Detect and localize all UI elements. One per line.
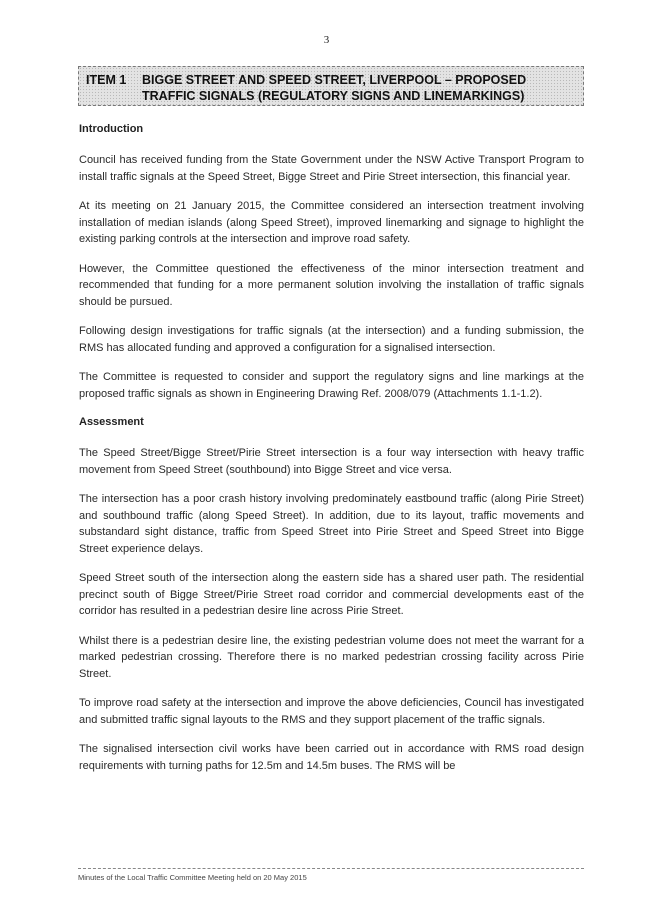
assessment-paragraph: Speed Street south of the intersection along the eastern side has a shared user path. The residential precinct south of Bigge Street/Pirie Street road corridor and commercial developments east of the corridor has resulted in a pedestrian desire line across Pirie Street. (79, 572, 584, 617)
item-title-line-1: BIGGE STREET AND SPEED STREET, LIVERPOOL – PROPOSED (142, 73, 527, 87)
page-number: 3 (323, 34, 330, 46)
intro-paragraph: Following design investigations for traffic signals (at the intersection) and a funding submission, the RMS has allocated funding and approved a configuration for a signalised intersection. (79, 325, 584, 354)
intro-paragraph: At its meeting on 21 January 2015, the Committee considered an intersection treatment involving installation of median islands (along Speed Street), improved linemarking and signage to highlight the existing parking controls at the intersection and improve road safety. (79, 200, 584, 245)
item-header-box (78, 66, 584, 106)
intro-paragraph: However, the Committee questioned the effectiveness of the minor intersection treatment and recommended that funding for a more permanent solution involving the installation of traffic signals should be pursued. (79, 262, 584, 308)
intro-paragraph: The Committee is requested to consider and support the regulatory signs and line markings at the proposed traffic signals as shown in Engineering Drawing Ref. 2008/079 (Attachments 1.1-1.2). (79, 371, 584, 400)
section-heading-assessment: Assessment (79, 416, 144, 428)
footer-text: Minutes of the Local Traffic Committee Meeting held on 20 May 2015 (78, 873, 307, 882)
item-label: ITEM 1 (86, 73, 127, 87)
assessment-paragraph: To improve road safety at the intersection and improve the above deficiencies, Council has investigated and submitted traffic signal layouts to the RMS and they support placement of the traffic signals. (79, 697, 584, 726)
intro-paragraph: Council has received funding from the State Government under the NSW Active Transport Program to install traffic signals at the Speed Street, Bigge Street and Pirie Street intersection, this financial year. (79, 154, 584, 183)
assessment-paragraph: The Speed Street/Bigge Street/Pirie Street intersection is a four way intersection with heavy traffic movement from Speed Street (southbound) into Bigge Street and vice versa. (79, 447, 584, 476)
section-heading-introduction: Introduction (79, 123, 144, 135)
item-title (142, 72, 583, 105)
item-title-line-2: TRAFFIC SIGNALS (REGULATORY SIGNS AND LINEMARKINGS) (142, 89, 525, 103)
assessment-paragraph: The signalised intersection civil works have been carried out in accordance with RMS road design requirements with turning paths for 12.5m and 14.5m buses. The RMS will be (79, 743, 584, 772)
assessment-paragraph: Whilst there is a pedestrian desire line, the existing pedestrian volume does not meet the warrant for a marked pedestrian crossing. Therefore there is no marked pedestrian crossing facility across Pirie Street. (79, 634, 584, 680)
footer-divider (78, 868, 584, 869)
document-body (79, 122, 584, 787)
assessment-paragraph: The intersection has a poor crash history involving predominately eastbound traffic (along Pirie Street) and southbound traffic (along Speed Street). In addition, due to its layout, traffic movements and substandard sight distance, traffic from Speed Street into Pirie Street and Speed Street into Bigge Street experience delays. (79, 493, 584, 555)
